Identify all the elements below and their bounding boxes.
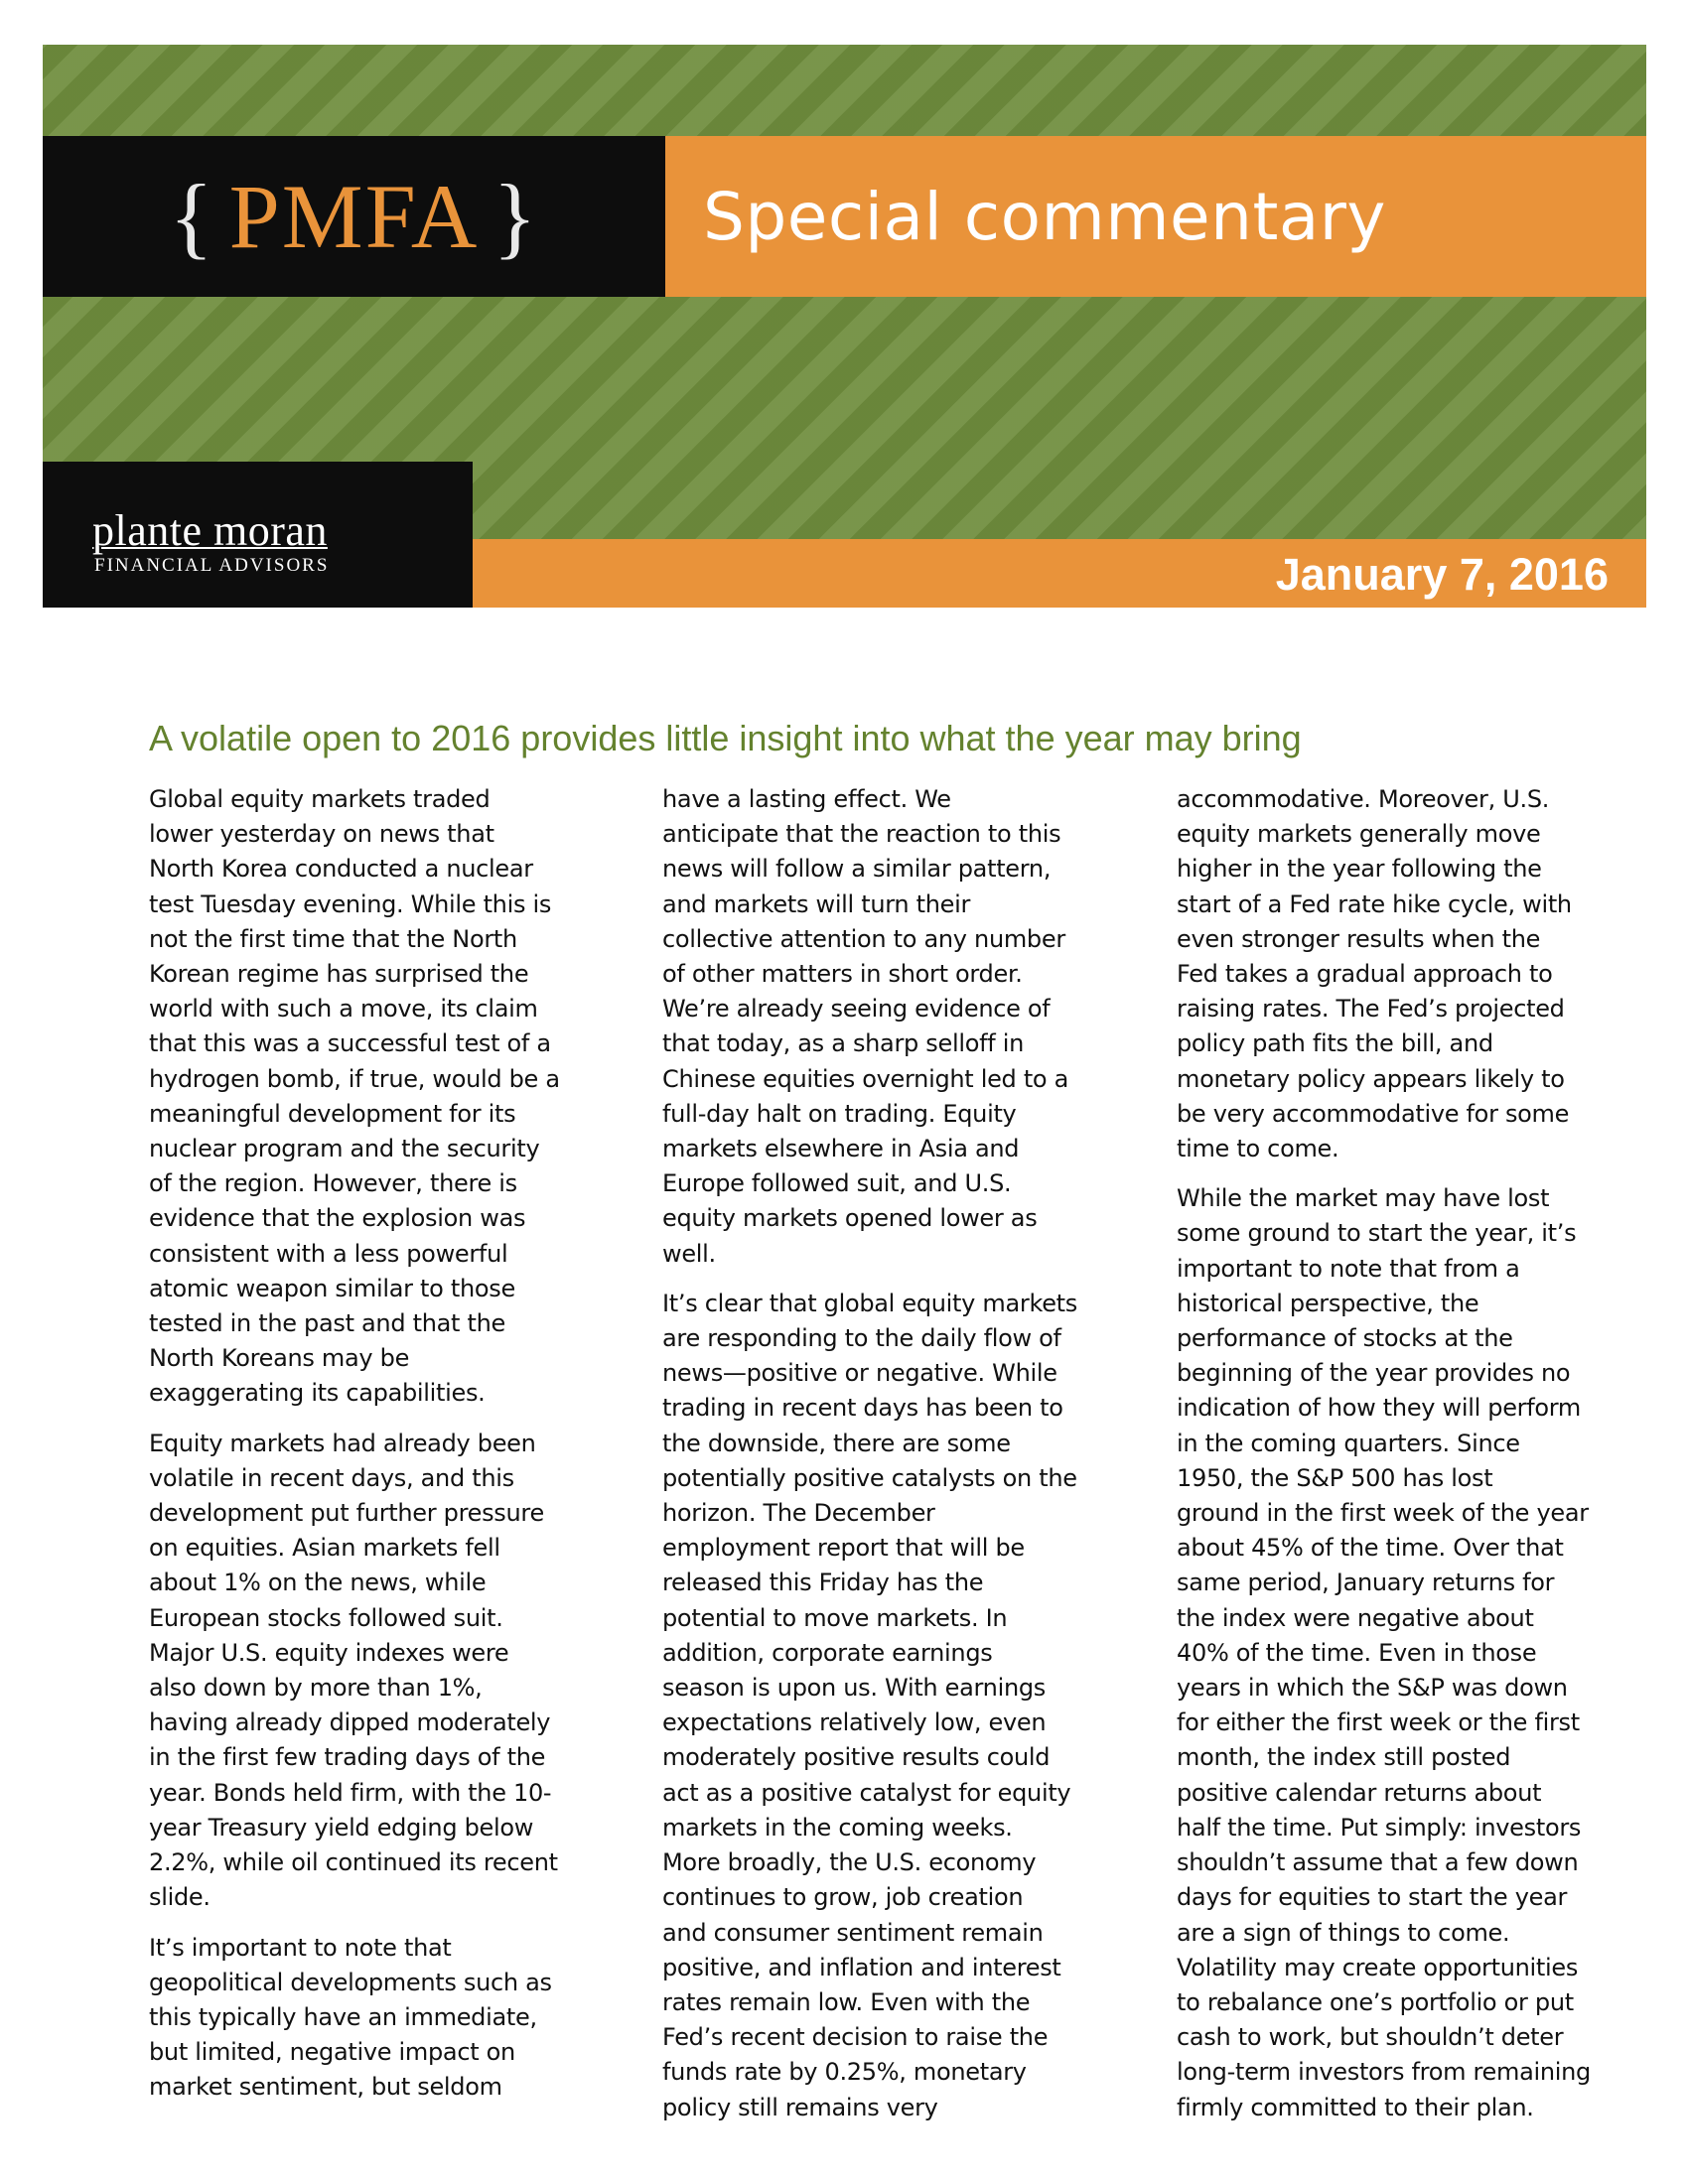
text-line: addition, corporate earnings (662, 1638, 993, 1667)
text-line: news—positive or negative. While (662, 1359, 1057, 1388)
text-line: some ground to start the year, it’s (1177, 1219, 1577, 1248)
text-line: years in which the S&P was down (1177, 1674, 1568, 1703)
text-line: 1950, the S&P 500 has lost (1177, 1463, 1493, 1492)
brand-subtitle: FINANCIAL ADVISORS (94, 555, 330, 576)
text-line: about 45% of the time. Over that (1177, 1534, 1564, 1563)
text-line: policy path fits the bill, and (1177, 1029, 1493, 1058)
text-line: world with such a move, its claim (149, 995, 538, 1024)
text-line: 2.2%, while oil continued its recent (149, 1848, 558, 1877)
text-line: rates remain low. Even with the (662, 1987, 1031, 2016)
text-line: nuclear program and the security (149, 1135, 540, 1163)
text-line: that this was a successful test of a (149, 1029, 551, 1058)
text-line: important to note that from a (1177, 1254, 1520, 1283)
text-line: of the region. However, there is (149, 1169, 517, 1198)
text-line: have a lasting effect. We (662, 785, 951, 813)
text-line: tested in the past and that the (149, 1309, 505, 1338)
text-line: the index were negative about (1177, 1603, 1534, 1632)
text-line: anticipate that the reaction to this (662, 820, 1061, 849)
text-line: are responding to the daily flow of (662, 1324, 1061, 1353)
article-headline: A volatile open to 2016 provides little insight into what the year may bring (149, 718, 1302, 758)
text-line: having already dipped moderately (149, 1708, 551, 1737)
text-line: start of a Fed rate hike cycle, with (1177, 889, 1572, 918)
text-line: Chinese equities overnight led to a (662, 1064, 1069, 1093)
text-line: meaningful development for its (149, 1099, 516, 1128)
text-line: Fed’s recent decision to raise the (662, 2023, 1049, 2052)
text-line: Volatility may create opportunities (1177, 1953, 1579, 1981)
text-line: policy still remains very (662, 2093, 938, 2121)
text-line: and consumer sentiment remain (662, 1918, 1044, 1947)
article-column-3 (1177, 782, 1614, 2140)
text-line: month, the index still posted (1177, 1743, 1511, 1772)
text-line: funds rate by 0.25%, monetary (662, 2058, 1027, 2087)
text-line: expectations relatively low, even (662, 1708, 1047, 1737)
text-line: markets elsewhere in Asia and (662, 1135, 1020, 1163)
text-line: hydrogen bomb, if true, would be a (149, 1064, 560, 1093)
text-line: North Korea conducted a nuclear (149, 855, 533, 884)
text-line: year Treasury yield edging below (149, 1813, 534, 1842)
article-paragraph (662, 782, 1099, 1272)
text-line: development put further pressure (149, 1499, 544, 1528)
text-line: consistent with a less powerful (149, 1239, 508, 1268)
article-paragraph (662, 1287, 1099, 2125)
text-line: volatile in recent days, and this (149, 1463, 514, 1492)
logo-brace-open: { (169, 166, 215, 267)
text-line: slide. (149, 1883, 211, 1912)
article-paragraph (1177, 1181, 1614, 2124)
article-paragraph (1177, 782, 1614, 1166)
text-line: not the first time that the North (149, 924, 517, 953)
text-line: collective attention to any number (662, 924, 1065, 953)
plante-moran-logo (92, 506, 330, 576)
text-line: horizon. The December (662, 1499, 935, 1528)
text-line: monetary policy appears likely to (1177, 1064, 1565, 1093)
text-line: well. (662, 1239, 716, 1268)
logo-brace-close: } (492, 166, 539, 267)
text-line: also down by more than 1%, (149, 1674, 483, 1703)
text-line: released this Friday has the (662, 1569, 984, 1597)
text-line: performance of stocks at the (1177, 1324, 1513, 1353)
text-line: on equities. Asian markets fell (149, 1534, 500, 1563)
text-line: test Tuesday evening. While this is (149, 889, 552, 918)
text-line: It’s important to note that (149, 1933, 452, 1962)
text-line: news will follow a similar pattern, (662, 855, 1052, 884)
text-line: ground in the first week of the year (1177, 1499, 1589, 1528)
brand-logo-block (43, 462, 473, 608)
text-line: time to come. (1177, 1135, 1339, 1163)
text-line: beginning of the year provides no (1177, 1359, 1571, 1388)
article-paragraph (149, 1931, 586, 2106)
text-line: Major U.S. equity indexes were (149, 1638, 509, 1667)
text-line: Fed takes a gradual approach to (1177, 960, 1553, 989)
text-line: year. Bonds held firm, with the 10- (149, 1778, 552, 1807)
article-paragraph (149, 782, 586, 1412)
text-line: evidence that the explosion was (149, 1204, 526, 1233)
pmfa-logo (169, 166, 539, 267)
text-line: days for equities to start the year (1177, 1883, 1568, 1912)
text-line: We’re already seeing evidence of (662, 995, 1051, 1024)
text-line: shouldn’t assume that a few down (1177, 1848, 1579, 1877)
header-banner (43, 45, 1646, 608)
text-line: exaggerating its capabilities. (149, 1379, 486, 1408)
text-line: North Koreans may be (149, 1344, 410, 1373)
text-line: continues to grow, job creation (662, 1883, 1024, 1912)
text-line: historical perspective, the (1177, 1289, 1479, 1317)
article-column-1 (149, 782, 586, 2120)
text-line: in the coming quarters. Since (1177, 1429, 1520, 1457)
text-line: same period, January returns for (1177, 1569, 1555, 1597)
text-line: cash to work, but shouldn’t deter (1177, 2023, 1564, 2052)
title-bar (665, 136, 1646, 297)
text-line: lower yesterday on news that (149, 820, 494, 849)
text-line: indication of how they will perform (1177, 1394, 1582, 1423)
text-line: potentially positive catalysts on the (662, 1463, 1077, 1492)
text-line: of other matters in short order. (662, 960, 1023, 989)
text-line: positive calendar returns about (1177, 1778, 1542, 1807)
text-line: firmly committed to their plan. (1177, 2093, 1534, 2121)
text-line: act as a positive catalyst for equity (662, 1778, 1071, 1807)
text-line: It’s clear that global equity markets (662, 1289, 1077, 1317)
text-line: but limited, negative impact on (149, 2038, 515, 2067)
publication-date: January 7, 2016 (1275, 549, 1609, 600)
text-line: to rebalance one’s portfolio or put (1177, 1987, 1574, 2016)
article-paragraph (149, 1427, 586, 1916)
text-line: the downside, there are some (662, 1429, 1011, 1457)
text-line: moderately positive results could (662, 1743, 1051, 1772)
page-title: Special commentary (703, 178, 1386, 255)
text-line: that today, as a sharp selloff in (662, 1029, 1024, 1058)
text-line: for either the first week or the first (1177, 1708, 1580, 1737)
text-line: raising rates. The Fed’s projected (1177, 995, 1565, 1024)
text-line: equity markets generally move (1177, 820, 1541, 849)
text-line: employment report that will be (662, 1534, 1025, 1563)
text-line: market sentiment, but seldom (149, 2073, 502, 2102)
text-line: be very accommodative for some (1177, 1099, 1570, 1128)
date-bar (473, 539, 1646, 608)
text-line: geopolitical developments such as (149, 1968, 552, 1996)
text-line: trading in recent days has been to (662, 1394, 1063, 1423)
text-line: long-term investors from remaining (1177, 2058, 1591, 2087)
text-line: markets in the coming weeks. (662, 1813, 1013, 1842)
pmfa-logo-block (43, 136, 665, 297)
text-line: about 1% on the news, while (149, 1569, 487, 1597)
text-line: and markets will turn their (662, 889, 971, 918)
text-line: full-day halt on trading. Equity (662, 1099, 1017, 1128)
text-line: season is upon us. With earnings (662, 1674, 1047, 1703)
text-line: European stocks followed suit. (149, 1603, 503, 1632)
text-line: 40% of the time. Even in those (1177, 1638, 1537, 1667)
text-line: even stronger results when the (1177, 924, 1541, 953)
text-line: atomic weapon similar to those (149, 1274, 515, 1302)
text-line: Equity markets had already been (149, 1429, 536, 1457)
article-column-2 (662, 782, 1099, 2140)
text-line: in the first few trading days of the (149, 1743, 546, 1772)
text-line: Europe followed suit, and U.S. (662, 1169, 1012, 1198)
text-line: potential to move markets. In (662, 1603, 1008, 1632)
text-line: are a sign of things to come. (1177, 1918, 1510, 1947)
logo-text: PMFA (228, 166, 480, 267)
text-line: Global equity markets traded (149, 785, 491, 813)
text-line: this typically have an immediate, (149, 2002, 537, 2031)
text-line: More broadly, the U.S. economy (662, 1848, 1037, 1877)
text-line: While the market may have lost (1177, 1184, 1550, 1213)
text-line: higher in the year following the (1177, 855, 1542, 884)
text-line: equity markets opened lower as (662, 1204, 1038, 1233)
text-line: accommodative. Moreover, U.S. (1177, 785, 1550, 813)
text-line: Korean regime has surprised the (149, 960, 529, 989)
text-line: half the time. Put simply: investors (1177, 1813, 1582, 1842)
text-line: positive, and inflation and interest (662, 1953, 1061, 1981)
brand-name: plante moran (92, 506, 328, 555)
